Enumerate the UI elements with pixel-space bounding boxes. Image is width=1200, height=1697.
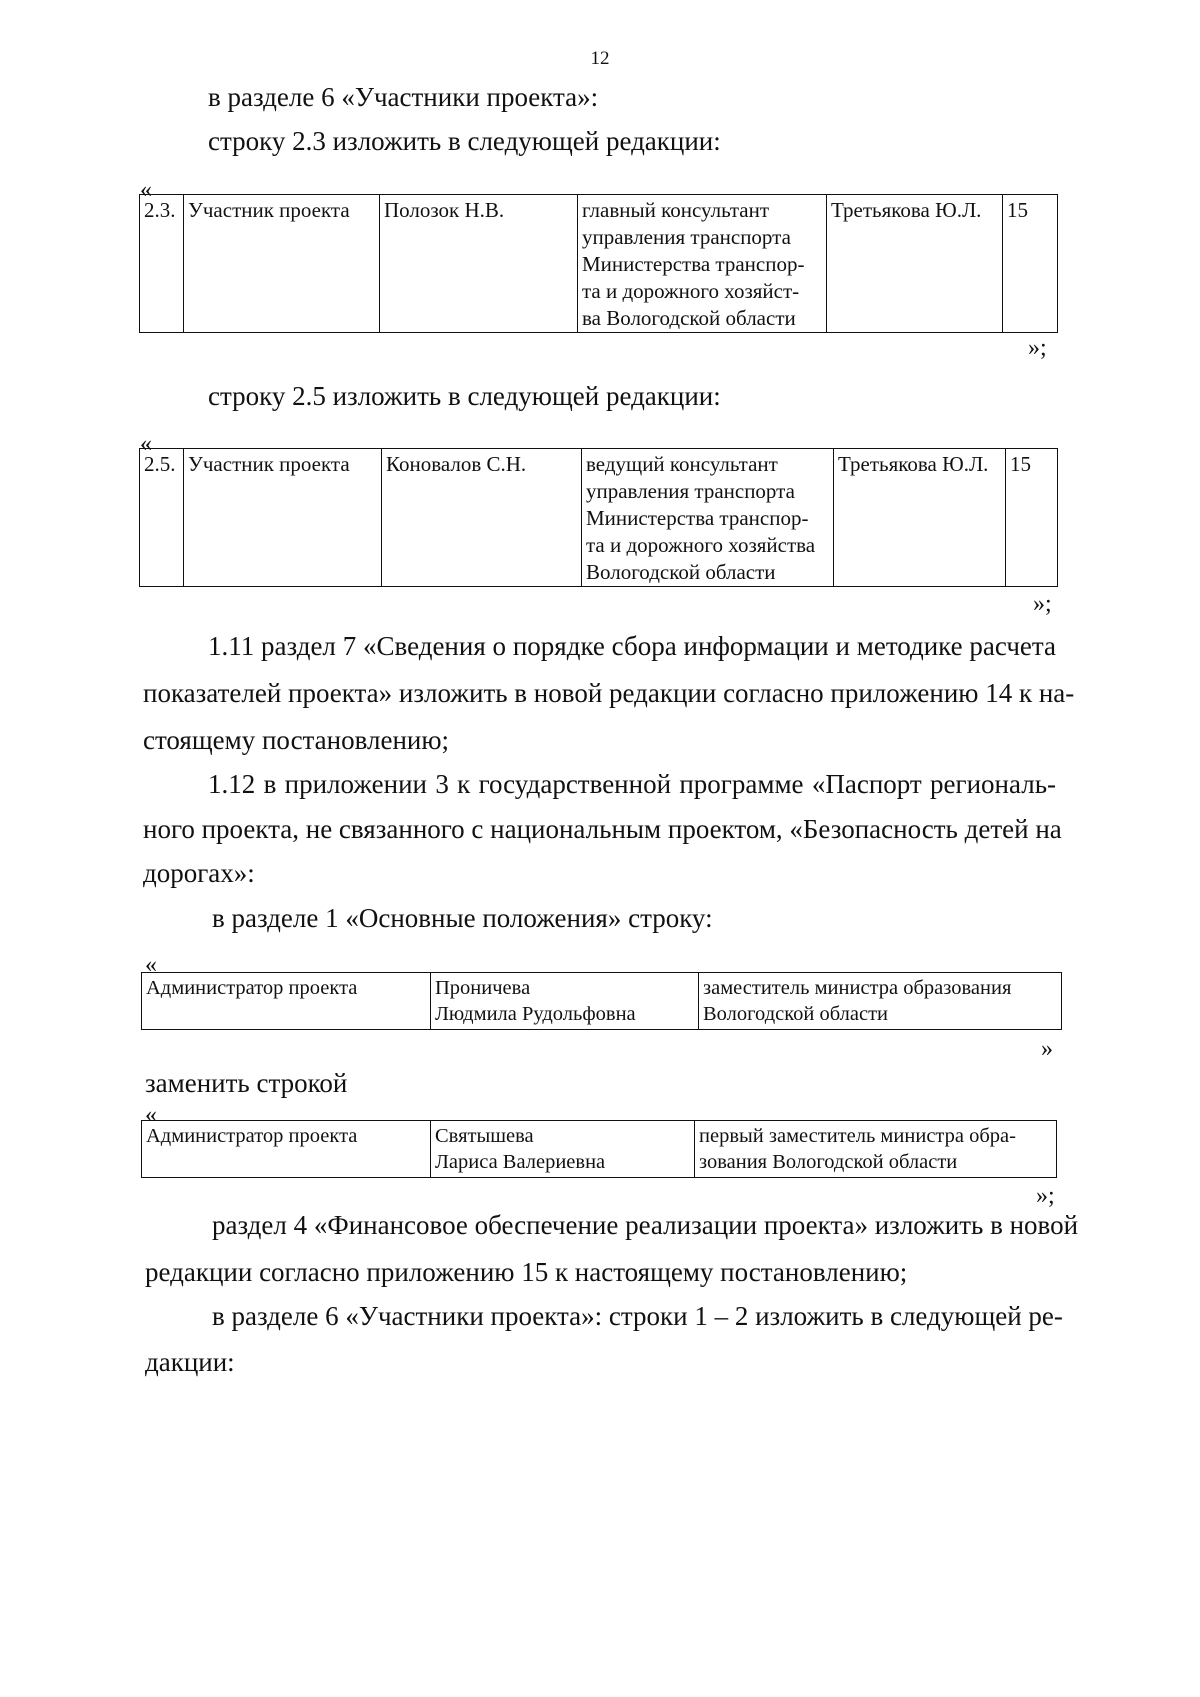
participant-supervisor: Третьякова Ю.Л. bbox=[834, 449, 1006, 587]
para-1-12-line-1: 1.12 в приложении 3 к государственной программе «Паспорт региональ- bbox=[208, 769, 1056, 799]
participants-table-row-2-5 bbox=[139, 448, 1058, 587]
administrator-role: Администратор проекта bbox=[142, 973, 431, 1030]
participant-position: ведущий консультант управления транспорта Министерства транспор- та и дорожного хозяйства Вологодской области bbox=[582, 449, 834, 587]
row-number: 2.5. bbox=[140, 449, 184, 587]
close-quote-4: »; bbox=[1036, 1183, 1055, 1209]
open-quote-2: « bbox=[140, 431, 152, 457]
close-quote-2: »; bbox=[1033, 591, 1052, 617]
page-number: 12 bbox=[590, 48, 610, 69]
participant-load: 15 bbox=[1003, 195, 1058, 333]
table-row bbox=[140, 195, 1058, 333]
row-2-5-line: строку 2.5 изложить в следующей редакции: bbox=[208, 381, 721, 411]
administrator-table-old bbox=[141, 972, 1062, 1030]
participants-table-row-2-3 bbox=[139, 194, 1058, 333]
administrator-table-new bbox=[141, 1120, 1057, 1178]
participant-load: 15 bbox=[1006, 449, 1058, 587]
row-number: 2.3. bbox=[140, 195, 184, 333]
table-row bbox=[142, 973, 1062, 1030]
administrator-name: Святышева Лариса Валериевна bbox=[431, 1121, 695, 1178]
administrator-name: Проничева Людмила Рудольфовна bbox=[431, 973, 699, 1030]
open-quote-3: « bbox=[145, 952, 157, 978]
administrator-role: Администратор проекта bbox=[142, 1121, 431, 1178]
para-1-11-line-1: 1.11 раздел 7 «Сведения о порядке сбора информации и методике расчета bbox=[208, 631, 1056, 661]
para-section-6-line-1: в разделе 6 «Участники проекта»: строки 1 – 2 изложить в следующей ре- bbox=[212, 1301, 1063, 1331]
para-section-6-line-2: дакции: bbox=[145, 1347, 235, 1377]
participant-name: Коновалов С.Н. bbox=[382, 449, 582, 587]
close-quote-1: »; bbox=[1028, 335, 1047, 361]
participant-position: главный консультант управления транспорта Министерства транспор- та и дорожного хозяйст- ва Вологодской области bbox=[578, 195, 827, 333]
participant-supervisor: Третьякова Ю.Л. bbox=[827, 195, 1003, 333]
replace-line: заменить строкой bbox=[145, 1068, 348, 1098]
table-row bbox=[142, 1121, 1057, 1178]
section-1-line: в разделе 1 «Основные положения» строку: bbox=[212, 903, 713, 933]
para-1-12-line-3: дорогах»: bbox=[143, 858, 255, 888]
close-quote-3: » bbox=[1041, 1036, 1053, 1062]
intro-line-2: строку 2.3 изложить в следующей редакции: bbox=[208, 126, 721, 156]
participant-role: Участник проекта bbox=[184, 449, 382, 587]
para-section-4-line-2: редакции согласно приложению 15 к настоящему постановлению; bbox=[145, 1257, 908, 1287]
para-1-11-line-3: стоящему постановлению; bbox=[143, 725, 450, 755]
table-row bbox=[140, 449, 1058, 587]
para-1-11-line-2: показателей проекта» изложить в новой редакции согласно приложению 14 к на- bbox=[143, 678, 1075, 708]
open-quote-1: « bbox=[140, 177, 152, 203]
participant-role: Участник проекта bbox=[184, 195, 380, 333]
administrator-position: первый заместитель министра обра- зования Вологодской области bbox=[695, 1121, 1057, 1178]
intro-line-1: в разделе 6 «Участники проекта»: bbox=[208, 82, 599, 112]
para-section-4-line-1: раздел 4 «Финансовое обеспечение реализации проекта» изложить в новой bbox=[212, 1210, 1079, 1240]
participant-name: Полозок Н.В. bbox=[380, 195, 578, 333]
open-quote-4: « bbox=[145, 1102, 157, 1128]
administrator-position: заместитель министра образования Вологодской области bbox=[699, 973, 1062, 1030]
para-1-12-line-2: ного проекта, не связанного с национальным проектом, «Безопасность детей на bbox=[143, 814, 1062, 844]
